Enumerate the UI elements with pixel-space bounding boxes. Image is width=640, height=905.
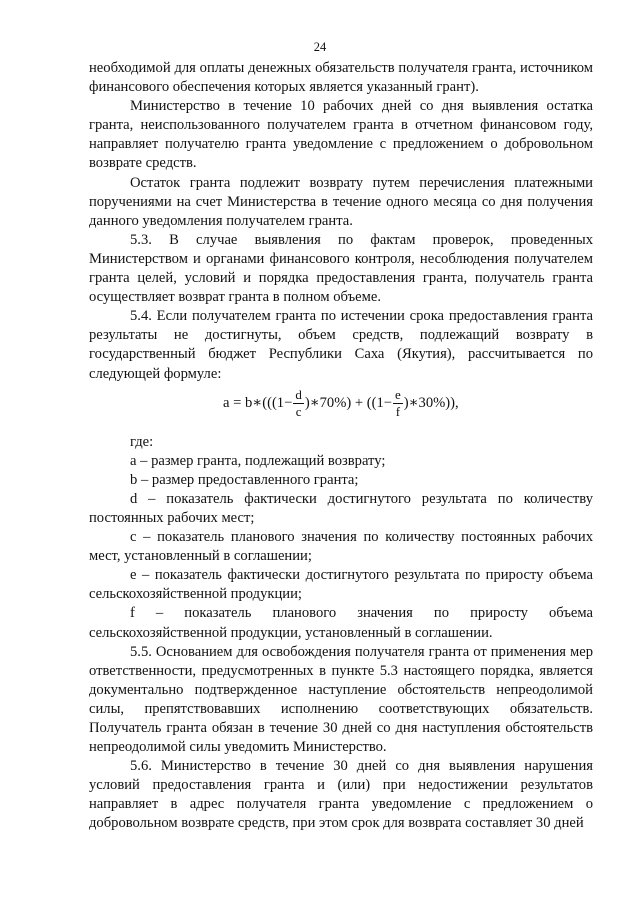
definition-f: f – показатель планового значения по приросту объема сельскохозяйственной продукции, установленный в соглашении.	[89, 605, 593, 641]
paragraph-5-6: 5.6. Министерство в течение 30 дней со дня выявления нарушения условий предоставления гранта и (или) при недостижении результатов направляет в адрес получателя гранта уведомление с предложением о добровольном возврате средств, при этом срок для возврата составляет 30 дней	[89, 758, 593, 832]
formula-part-2: )∗70%) + ((1−	[304, 394, 392, 411]
definition-b: b – размер предоставленного гранта;	[130, 471, 359, 488]
formula-fraction-d-over-c	[293, 388, 304, 419]
paragraph-5-4: 5.4. Если получателем гранта по истечении срока предоставления гранта результаты не достигнуты, объем средств, подлежащий возврату в государственный бюджет Республики Саха (Якутия), рассчитывается по следующей формуле:	[89, 308, 593, 382]
formula-part-3: )∗30%)),	[403, 394, 459, 411]
formula-part-1: a = b∗(((1−	[223, 394, 293, 411]
paragraph-grant-balance-return: Остаток гранта подлежит возврату путем перечисления платежными поручениями на счет Министерства в течение одного месяца со дня получения данного уведомления получателем гранта.	[89, 174, 593, 229]
paragraph-5-5: 5.5. Основанием для освобождения получателя гранта от применения мер ответственности, предусмотренных в пункте 5.3 настоящего порядка, является документально подтвержденное наступление обстоятельств непреодолимой силы, препятствовавших исполнению соответствующих обязательств. Получатель гранта обязан в течение 30 дней со дня наступления обстоятельств непреодолимой силы уведомить Министерство.	[89, 643, 593, 756]
page-number: 24	[313, 40, 327, 54]
formula-denominator-c: c	[295, 403, 302, 419]
definition-d: d – показатель фактически достигнутого результата по количеству постоянных рабочих мест;	[89, 490, 593, 526]
formula-fraction-e-over-f	[393, 388, 403, 419]
where-label: где:	[130, 433, 154, 450]
paragraph-continuation: необходимой для оплаты денежных обязательств получателя гранта, источником финансового обеспечения которых является указанный грант).	[89, 60, 593, 96]
document-body	[89, 59, 593, 834]
definition-c: c – показатель планового значения по количеству постоянных рабочих мест, установленный в соглашении;	[89, 529, 593, 565]
formula-numerator-e: e	[395, 386, 401, 402]
definition-a: a – размер гранта, подлежащий возврату;	[130, 452, 386, 469]
definition-e: e – показатель фактически достигнутого результата по приросту объема сельскохозяйственной продукции;	[89, 567, 593, 603]
formula-numerator-d: d	[295, 386, 302, 402]
paragraph-grant-balance-notice: Министерство в течение 10 рабочих дней со дня выявления остатка гранта, неиспользованного получателем гранта в отчетном финансовом году, направляет получателю гранта уведомление с предложением о добровольном возврате средств.	[89, 98, 593, 172]
return-formula	[89, 385, 593, 427]
paragraph-5-3: 5.3. В случае выявления по фактам проверок, проведенных Министерством и органами финансового контроля, несоблюдения получателем гранта целей, условий и порядка предоставления гранта, получатель гранта осуществляет возврат гранта в полном объеме.	[89, 231, 593, 306]
formula-denominator-f: f	[395, 403, 401, 419]
